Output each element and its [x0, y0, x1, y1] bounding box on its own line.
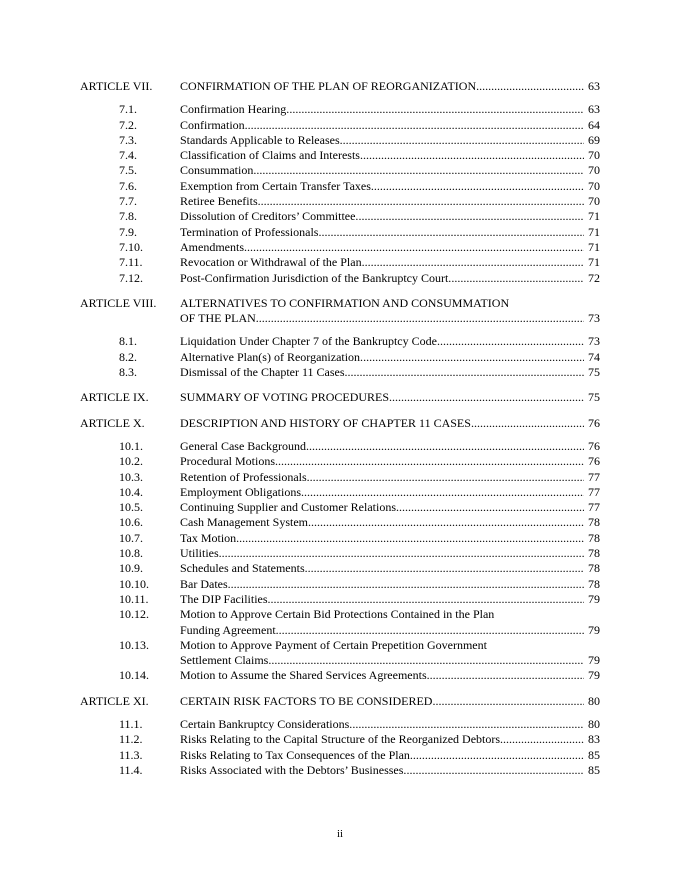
- toc-entry[interactable]: [80, 240, 600, 255]
- section-title: Utilities: [180, 546, 219, 561]
- article-label: ARTICLE VII.: [80, 79, 153, 93]
- page-ref: 70: [588, 194, 600, 209]
- leader-dots: [406, 763, 584, 778]
- page-ref: 70: [588, 178, 600, 193]
- leader-dots: [275, 454, 584, 469]
- leader-dots: [440, 334, 584, 349]
- article-title: CONFIRMATION OF THE PLAN OF REORGANIZATION: [180, 79, 477, 93]
- section-title-line1: Motion to Approve Payment of Certain Prepetition Government: [180, 637, 487, 652]
- toc-entry[interactable]: [80, 350, 600, 365]
- page-ref: 85: [588, 762, 600, 777]
- toc-entry[interactable]: [80, 271, 600, 286]
- leader-dots: [271, 592, 584, 607]
- page-ref: 77: [588, 500, 600, 515]
- section-number: 11.4.: [119, 762, 143, 777]
- page-ref: 69: [588, 132, 600, 147]
- page-ref: 83: [588, 732, 600, 747]
- section-number: 10.3.: [119, 469, 143, 484]
- page-ref: 77: [588, 469, 600, 484]
- toc-article-vii[interactable]: [80, 79, 600, 94]
- leader-dots: [430, 668, 584, 683]
- article-title: CERTAIN RISK FACTORS TO BE CONSIDERED: [180, 693, 433, 708]
- toc-entry[interactable]: [80, 225, 600, 240]
- toc-entry[interactable]: [80, 638, 600, 669]
- section-number: 7.9.: [119, 224, 137, 239]
- page-ref: 73: [588, 311, 600, 326]
- toc-entry[interactable]: [80, 470, 600, 485]
- section-number: 10.6.: [119, 515, 143, 530]
- section-title: Risks Relating to Tax Consequences of the Plan.: [180, 747, 413, 762]
- page-ref: 78: [588, 515, 600, 530]
- toc-entry[interactable]: [80, 607, 600, 638]
- section-title: Revocation or Withdrawal of the Plan.: [180, 255, 365, 270]
- leader-dots: [363, 350, 584, 365]
- leader-dots: [308, 561, 584, 576]
- section-number: 10.7.: [119, 530, 143, 545]
- section-title: Bar Dates: [180, 576, 228, 591]
- section-number: 7.3.: [119, 132, 137, 147]
- toc-entry[interactable]: [80, 668, 600, 683]
- toc-entry[interactable]: [80, 133, 600, 148]
- section-title: Liquidation Under Chapter 7 of the Bankruptcy Code.: [180, 334, 440, 349]
- toc-entry[interactable]: [80, 577, 600, 592]
- toc-entry[interactable]: [80, 454, 600, 469]
- leader-dots: [345, 365, 584, 380]
- page-ref: 63: [588, 79, 600, 93]
- article-label: ARTICLE XI.: [80, 693, 149, 708]
- section-number: 7.11.: [119, 255, 143, 270]
- article-label: ARTICLE VIII.: [80, 295, 157, 310]
- leader-dots: [289, 102, 584, 117]
- section-title: Dismissal of the Chapter 11 Cases: [180, 365, 345, 380]
- toc-entry[interactable]: [80, 717, 600, 732]
- table-of-contents: [80, 79, 600, 778]
- section-number: 11.2.: [119, 732, 143, 747]
- page-ref: 75: [588, 365, 600, 380]
- section-title-line2: Settlement Claims.: [180, 653, 272, 668]
- section-title: Consummation.: [180, 163, 257, 178]
- leader-dots: [413, 748, 584, 763]
- section-title: General Case Background: [180, 438, 306, 453]
- leader-dots: [256, 311, 584, 326]
- leader-dots: [228, 577, 584, 592]
- toc-entry[interactable]: [80, 102, 600, 117]
- page-ref: 75: [588, 390, 600, 405]
- section-number: 7.4.: [119, 148, 137, 163]
- article-title: DESCRIPTION AND HISTORY OF CHAPTER 11 CASES: [180, 415, 471, 430]
- section-title: Motion to Assume the Shared Services Agreements.: [180, 668, 430, 683]
- leader-dots: [256, 163, 584, 178]
- leader-dots: [271, 653, 584, 668]
- page-ref: 72: [588, 270, 600, 285]
- section-number: 7.5.: [119, 163, 137, 178]
- section-title: Post-Confirmation Jurisdiction of the Bankruptcy Court.: [180, 270, 452, 285]
- section-title: Amendments.: [180, 239, 247, 254]
- page-ref: 76: [588, 415, 600, 430]
- leader-dots: [343, 133, 584, 148]
- page-ref: 79: [588, 668, 600, 683]
- section-title: Cash Management System.: [180, 515, 311, 530]
- page-ref: 78: [588, 546, 600, 561]
- leader-dots: [503, 732, 584, 747]
- section-title: Alternative Plan(s) of Reorganization.: [180, 349, 364, 364]
- leader-dots: [432, 694, 584, 709]
- article-label: ARTICLE X.: [80, 415, 145, 430]
- page-ref: 73: [588, 334, 600, 349]
- toc-entry[interactable]: [80, 531, 600, 546]
- section-title-line1: Motion to Approve Certain Bid Protections Contained in the Plan: [180, 607, 495, 622]
- section-number: 7.8.: [119, 209, 137, 224]
- section-title: Termination of Professionals.: [180, 224, 322, 239]
- section-title: Confirmation.: [180, 117, 248, 132]
- toc-entry[interactable]: [80, 179, 600, 194]
- toc-entry[interactable]: [80, 148, 600, 163]
- section-title: Risks Associated with the Debtors’ Businesses.: [180, 762, 407, 777]
- page-ref: 63: [588, 102, 600, 117]
- leader-dots: [304, 485, 584, 500]
- article-title-line2: OF THE PLAN: [180, 311, 256, 326]
- leader-dots: [219, 546, 584, 561]
- section-number: 10.8.: [119, 546, 143, 561]
- leader-dots: [358, 209, 584, 224]
- leader-dots: [365, 255, 584, 270]
- section-number: 8.2.: [119, 349, 137, 364]
- section-title: Procedural Motions: [180, 454, 275, 469]
- toc-article-x[interactable]: [80, 416, 600, 431]
- section-title: Retention of Professionals.: [180, 469, 310, 484]
- section-title: The DIP Facilities.: [180, 591, 271, 606]
- toc-entry[interactable]: [80, 163, 600, 178]
- page-ref: 78: [588, 576, 600, 591]
- article-title: SUMMARY OF VOTING PROCEDURES: [180, 390, 390, 405]
- section-number: 10.1.: [119, 438, 143, 453]
- page-ref: 85: [588, 747, 600, 762]
- leader-dots: [476, 79, 584, 94]
- page-ref: 76: [588, 438, 600, 453]
- leader-dots: [279, 623, 584, 638]
- section-title: Exemption from Certain Transfer Taxes.: [180, 178, 374, 193]
- section-title: Classification of Claims and Interests: [180, 148, 360, 163]
- section-number: 10.13.: [119, 637, 149, 652]
- page-ref: 64: [588, 117, 600, 132]
- leader-dots: [374, 179, 584, 194]
- section-number: 7.10.: [119, 239, 143, 254]
- leader-dots: [352, 717, 584, 732]
- section-number: 10.14.: [119, 668, 149, 683]
- page-ref: 79: [588, 622, 600, 637]
- toc-article-ix[interactable]: [80, 390, 600, 405]
- toc-entry[interactable]: [80, 194, 600, 209]
- section-title: Continuing Supplier and Customer Relations: [180, 500, 396, 515]
- section-title: Employment Obligations.: [180, 484, 304, 499]
- section-number: 8.3.: [119, 365, 137, 380]
- page-ref: 76: [588, 454, 600, 469]
- section-number: 10.5.: [119, 500, 143, 515]
- section-number: 8.1.: [119, 334, 137, 349]
- article-label: ARTICLE IX.: [80, 390, 149, 405]
- section-title-line2: Funding Agreement.: [180, 622, 279, 637]
- leader-dots: [236, 531, 584, 546]
- section-title: Dissolution of Creditors’ Committee.: [180, 209, 359, 224]
- page-ref: 79: [588, 653, 600, 668]
- page-ref: 77: [588, 484, 600, 499]
- section-title: Risks Relating to the Capital Structure of the Reorganized Debtors.: [180, 732, 504, 747]
- toc-entry[interactable]: [80, 500, 600, 515]
- toc-entry[interactable]: [80, 118, 600, 133]
- section-number: 7.7.: [119, 194, 137, 209]
- leader-dots: [396, 500, 584, 515]
- page-ref: 71: [588, 209, 600, 224]
- toc-entry[interactable]: [80, 485, 600, 500]
- section-number: 7.1.: [119, 102, 137, 117]
- leader-dots: [258, 194, 584, 209]
- page-ref: 71: [588, 239, 600, 254]
- toc-article-viii[interactable]: [80, 296, 600, 327]
- leader-dots: [471, 416, 584, 431]
- leader-dots: [360, 148, 584, 163]
- article-title-line1: ALTERNATIVES TO CONFIRMATION AND CONSUMMATION: [180, 295, 510, 310]
- section-number: 11.3.: [119, 747, 143, 762]
- section-number: 7.12.: [119, 270, 143, 285]
- toc-entry[interactable]: [80, 748, 600, 763]
- section-title: Retiree Benefits: [180, 194, 258, 209]
- section-title: Confirmation Hearing.: [180, 102, 290, 117]
- toc-entry[interactable]: [80, 561, 600, 576]
- leader-dots: [247, 240, 584, 255]
- page-ref: 70: [588, 163, 600, 178]
- page-number: ii: [336, 828, 344, 840]
- toc-article-xi[interactable]: [80, 694, 600, 709]
- toc-entry[interactable]: [80, 439, 600, 454]
- toc-entry[interactable]: [80, 334, 600, 349]
- toc-entry[interactable]: [80, 209, 600, 224]
- section-title: Schedules and Statements.: [180, 561, 308, 576]
- section-number: 10.10.: [119, 576, 149, 591]
- section-number: 7.2.: [119, 117, 137, 132]
- toc-entry[interactable]: [80, 763, 600, 778]
- section-title: Tax Motion: [180, 530, 237, 545]
- leader-dots: [389, 390, 584, 405]
- leader-dots: [306, 439, 584, 454]
- leader-dots: [310, 470, 584, 485]
- page-ref: 79: [588, 591, 600, 606]
- section-number: 10.12.: [119, 607, 149, 622]
- toc-entry[interactable]: [80, 515, 600, 530]
- toc-entry[interactable]: [80, 255, 600, 270]
- page-ref: 71: [588, 224, 600, 239]
- section-number: 10.9.: [119, 561, 143, 576]
- section-title: Certain Bankruptcy Considerations.: [180, 716, 353, 731]
- section-title: Standards Applicable to Releases.: [180, 132, 343, 147]
- page-ref: 78: [588, 561, 600, 576]
- section-number: 10.11.: [119, 591, 149, 606]
- leader-dots: [311, 515, 584, 530]
- toc-entry[interactable]: [80, 732, 600, 747]
- toc-entry[interactable]: [80, 365, 600, 380]
- page-ref: 71: [588, 255, 600, 270]
- leader-dots: [248, 118, 584, 133]
- page-ref: 74: [588, 349, 600, 364]
- toc-entry[interactable]: [80, 592, 600, 607]
- section-number: 10.4.: [119, 484, 143, 499]
- page-ref: 78: [588, 530, 600, 545]
- section-number: 7.6.: [119, 178, 137, 193]
- leader-dots: [451, 271, 584, 286]
- toc-entry[interactable]: [80, 546, 600, 561]
- page-ref: 80: [588, 693, 600, 708]
- section-number: 10.2.: [119, 454, 143, 469]
- section-number: 11.1.: [119, 716, 143, 731]
- page-ref: 80: [588, 716, 600, 731]
- page-ref: 70: [588, 148, 600, 163]
- leader-dots: [321, 225, 584, 240]
